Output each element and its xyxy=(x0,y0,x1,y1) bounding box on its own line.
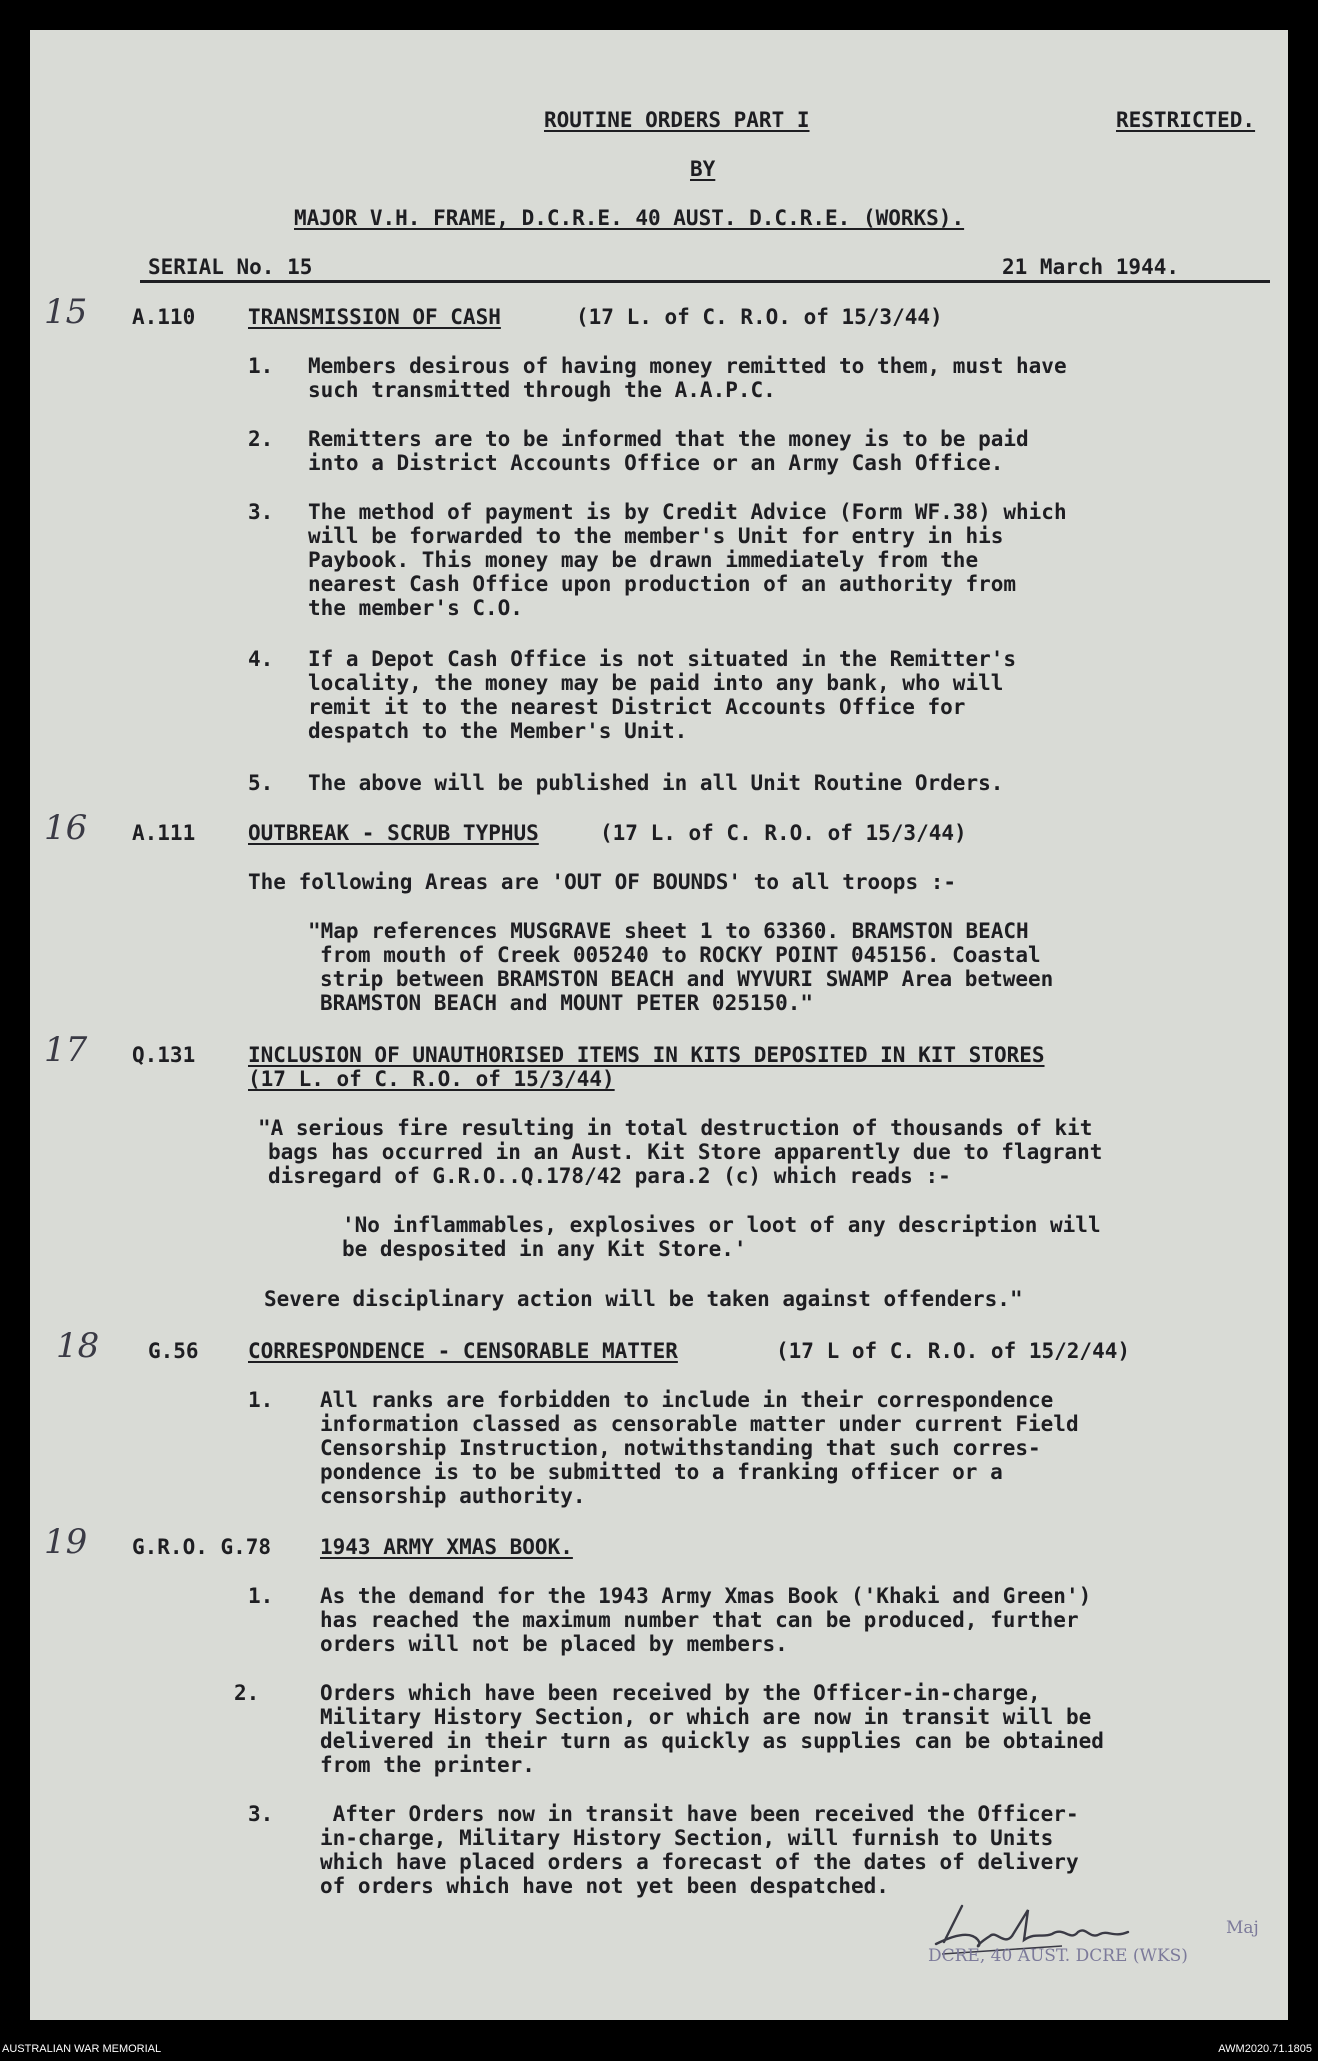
text-line: Military History Section, or which are now in transit will be xyxy=(320,1705,1092,1729)
quote-closing: Severe disciplinary action will be taken against offenders." xyxy=(264,1287,1023,1311)
text-line: of orders which have not yet been despatched. xyxy=(320,1874,889,1898)
text-line: which have placed orders a forecast of the dates of delivery xyxy=(320,1850,1079,1874)
section-title: 1943 ARMY XMAS BOOK. xyxy=(320,1535,573,1559)
text-line: locality, the money may be paid into any bank, who will xyxy=(308,671,1004,695)
text-line: information classed as censorable matter under current Field xyxy=(320,1412,1079,1436)
text-line: has reached the maximum number that can be produced, further xyxy=(320,1608,1079,1632)
item-number: 4. xyxy=(248,647,274,671)
item-number: 1. xyxy=(248,1388,274,1412)
inner-quote-line: 'No inflammables, explosives or loot of any description will xyxy=(342,1213,1101,1237)
text-line: Censorship Instruction, notwithstanding that such corres- xyxy=(320,1436,1041,1460)
text-line: nearest Cash Office upon production of an authority from xyxy=(308,572,1017,596)
section-code: A.110 xyxy=(132,305,196,329)
text-line: If a Depot Cash Office is not situated in the Remitter's xyxy=(308,647,1017,671)
text-line: pondence is to be submitted to a franking officer or a xyxy=(320,1460,1003,1484)
section-intro: The following Areas are 'OUT OF BOUNDS' to all troops :- xyxy=(248,870,957,894)
author-line: MAJOR V.H. FRAME, D.C.R.E. 40 AUST. D.C.R.E. (WORKS). xyxy=(294,206,965,230)
text-line: the member's C.O. xyxy=(308,596,523,620)
office-stamp: DCRE, 40 AUST. DCRE (WKS) xyxy=(928,1946,1188,1966)
by-line: BY xyxy=(690,157,716,181)
item-number: 1. xyxy=(248,354,274,378)
text-line: in-charge, Military History Section, will furnish to Units xyxy=(320,1826,1054,1850)
quote-line: strip between BRAMSTON BEACH and WYVURI SWAMP Area between xyxy=(320,967,1054,991)
item-number: 3. xyxy=(248,1802,274,1826)
section-code: G.56 xyxy=(148,1339,199,1363)
section-reference: (17 L. of C. R.O. of 15/3/44) xyxy=(576,305,943,329)
text-line: orders will not be placed by members. xyxy=(320,1632,788,1656)
text-line: Members desirous of having money remitted to them, must have xyxy=(308,354,1067,378)
text-line: Remitters are to be informed that the money is to be paid xyxy=(308,427,1029,451)
section-title: CORRESPONDENCE - CENSORABLE MATTER xyxy=(248,1339,678,1363)
quote-line: "Map references MUSGRAVE sheet 1 to 63360. BRAMSTON BEACH xyxy=(308,919,1029,943)
item-number: 2. xyxy=(248,427,274,451)
margin-number: 19 xyxy=(44,1522,88,1562)
section-reference: (17 L. of C. R.O. of 15/3/44) xyxy=(600,821,967,845)
document-page xyxy=(30,30,1288,2020)
text-line: from the printer. xyxy=(320,1753,535,1777)
header-rule xyxy=(140,280,1270,283)
margin-number: 15 xyxy=(44,292,88,332)
margin-number: 18 xyxy=(56,1326,100,1366)
text-line: censorship authority. xyxy=(320,1484,586,1508)
section-title: INCLUSION OF UNAUTHORISED ITEMS IN KITS DEPOSITED IN KIT STORES xyxy=(248,1043,1045,1067)
quote-line: bags has occurred in an Aust. Kit Store apparently due to flagrant xyxy=(268,1140,1103,1164)
text-line: Paybook. This money may be drawn immediately from the xyxy=(308,548,979,572)
section-reference: (17 L of C. R.O. of 15/2/44) xyxy=(776,1339,1131,1363)
item-number: 3. xyxy=(248,500,274,524)
issue-date: 21 March 1944. xyxy=(1002,255,1180,279)
text-line: will be forwarded to the member's Unit for entry in his xyxy=(308,524,1004,548)
text-line: remit it to the nearest District Accounts Office for xyxy=(308,695,966,719)
section-code: A.111 xyxy=(132,821,196,845)
inner-quote-line: be desposited in any Kit Store.' xyxy=(342,1237,747,1261)
footer-institution: AUSTRALIAN WAR MEMORIAL xyxy=(2,2043,162,2055)
text-line: All ranks are forbidden to include in their correspondence xyxy=(320,1388,1054,1412)
text-line: Orders which have been received by the Officer-in-charge, xyxy=(320,1681,1041,1705)
section-title: OUTBREAK - SCRUB TYPHUS xyxy=(248,821,539,845)
footer-catalogue-number: AWM2020.71.1805 xyxy=(1218,2043,1312,2055)
margin-number: 17 xyxy=(44,1030,88,1070)
quote-line: from mouth of Creek 005240 to ROCKY POINT 045156. Coastal xyxy=(320,943,1041,967)
text-line: The method of payment is by Credit Advice (Form WF.38) which xyxy=(308,500,1067,524)
text-line: into a District Accounts Office or an Army Cash Office. xyxy=(308,451,1004,475)
section-code: Q.131 xyxy=(132,1043,196,1067)
serial-number: SERIAL No. 15 xyxy=(148,255,313,279)
quote-line: BRAMSTON BEACH and MOUNT PETER 025150." xyxy=(320,991,814,1015)
text-line: After Orders now in transit have been received the Officer- xyxy=(320,1802,1079,1826)
text-line: delivered in their turn as quickly as supplies can be obtained xyxy=(320,1729,1104,1753)
text-line: despatch to the Member's Unit. xyxy=(308,719,688,743)
section-reference: (17 L. of C. R.O. of 15/3/44) xyxy=(248,1067,615,1091)
item-number: 5. xyxy=(248,771,274,795)
document-title: ROUTINE ORDERS PART I xyxy=(544,108,810,132)
margin-number: 16 xyxy=(44,808,88,848)
signatory-rank: Maj xyxy=(1226,1918,1259,1938)
section-code: G.R.O. G.78 xyxy=(132,1535,272,1559)
section-title: TRANSMISSION OF CASH xyxy=(248,305,501,329)
classification-label: RESTRICTED. xyxy=(1116,108,1256,132)
item-number: 1. xyxy=(248,1584,274,1608)
text-line: The above will be published in all Unit Routine Orders. xyxy=(308,771,1004,795)
text-line: such transmitted through the A.A.P.C. xyxy=(308,378,776,402)
quote-line: "A serious fire resulting in total destruction of thousands of kit xyxy=(258,1116,1093,1140)
item-number: 2. xyxy=(234,1681,260,1705)
text-line: As the demand for the 1943 Army Xmas Book ('Khaki and Green') xyxy=(320,1584,1092,1608)
quote-line: disregard of G.R.O..Q.178/42 para.2 (c) which reads :- xyxy=(268,1164,951,1188)
